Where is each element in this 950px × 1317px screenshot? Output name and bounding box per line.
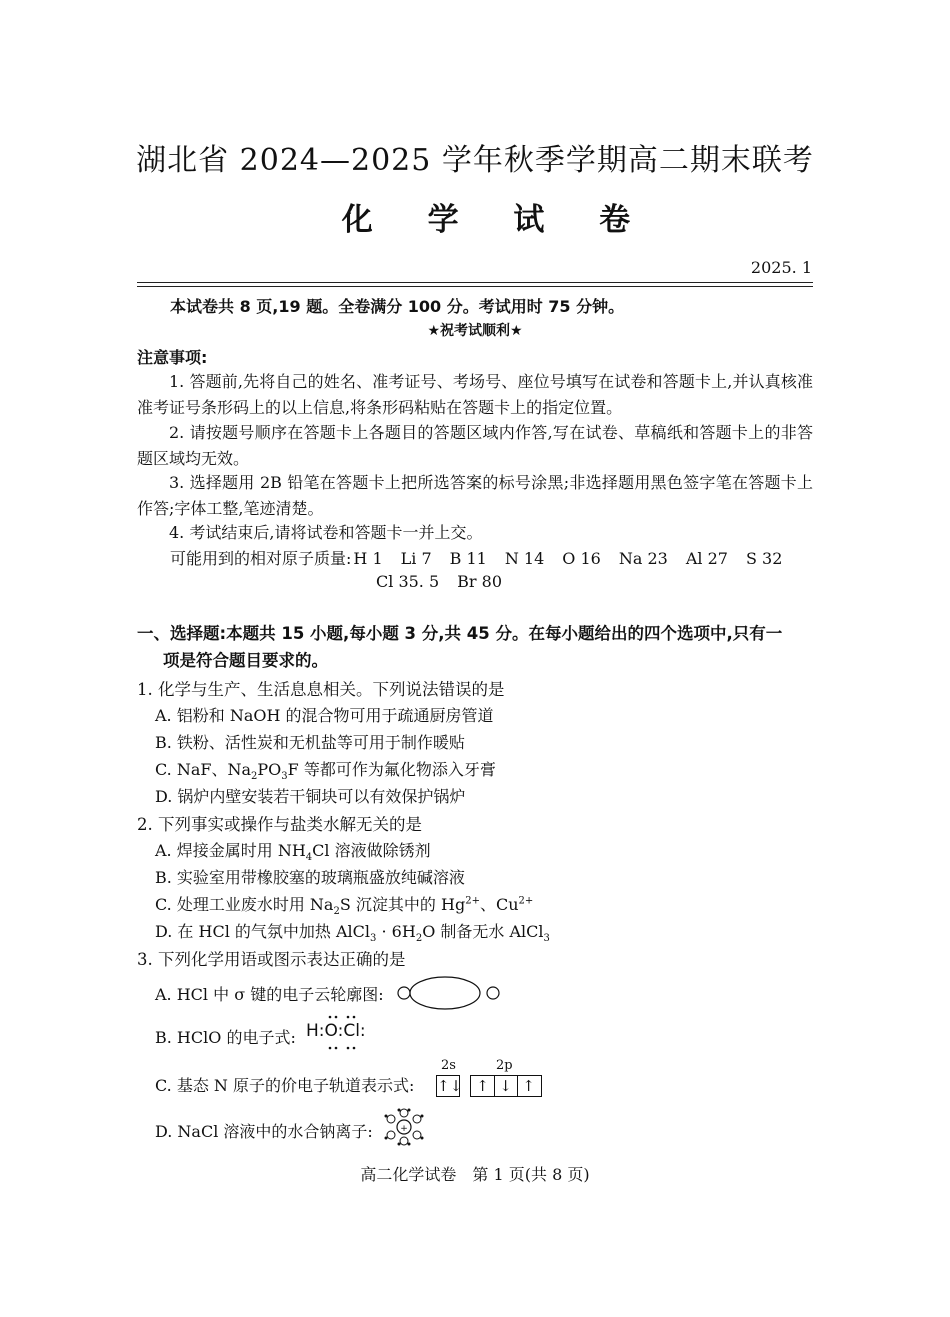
q3-option-b: B. HClO 的电子式: [155,1028,296,1047]
q1-stem: 1. 化学与生产、生活息息相关。下列说法错误的是 [137,680,505,699]
q1-option-d: D. 锅炉内壁安装若干铜块可以有效保护锅炉 [155,787,466,806]
sigma-bond-electron-cloud-icon [395,975,505,1011]
notice-4: 4. 考试结束后,请将试卷和答题卡一并上交。 [169,523,483,542]
subject-title: 化 学 试 卷 [341,202,653,238]
q2-option-c: C. 处理工业废水时用 $Na_2S$ 沉淀其中的 $Hg^{2+}$、$Cu^{2+}$ [155,895,534,918]
hclo-electron-formula: H:O:Cl: [306,1021,366,1041]
q1-option-a: A. 铝粉和 NaOH 的混合物可用于疏通厨房管道 [155,706,494,725]
header-rule-thick [137,282,813,283]
q1-option-b: B. 铁粉、活性炭和无机盐等可用于制作暖贴 [155,733,465,752]
notice-3: 3. 选择题用 2B 铅笔在答题卡上把所选答案的标号涂黑;非选择题用黑色签字笔在答题卡上作答;字体工整,笔迹清楚。 [137,473,813,518]
orbital-box-2s: ↑↓ [437,1077,463,1095]
lone-pair-dots-icon [318,1012,368,1054]
exam-summary: 本试卷共 8 页,19 题。全卷满分 100 分。考试用时 75 分钟。 [170,297,625,316]
svg-text:+: + [400,1124,408,1134]
q3-option-a: A. HCl 中 σ 键的电子云轮廓图: [155,985,384,1004]
q3-option-c: C. 基态 N 原子的价电子轨道表示式: [155,1076,415,1095]
exam-date: 2025. 1 [750,258,812,277]
atomic-mass-line-2: Cl 35. 5 Br 80 [376,572,503,591]
orbital-label-2p: 2p [496,1058,513,1073]
atomic-mass-line-1: 可能用到的相对原子质量: H 1 Li 7 B 11 N 14 O 16 Na 23 Al 27 S 32 [170,546,800,569]
q2-option-a: A. 焊接金属时用 $NH_4Cl$ 溶液做除锈剂 [155,841,431,864]
orbital-label-2s: 2s [441,1058,456,1073]
header-rule-thin [137,286,813,287]
page-footer: 高二化学试卷 第 1 页(共 8 页) [360,1165,590,1184]
q2-option-d: D. 在 HCl 的气氛中加热 AlCl$_3$ · $6H_2O$ 制备无水 AlCl$_3$ [155,922,550,945]
q3-stem: 3. 下列化学用语或图示表达正确的是 [137,950,406,969]
q1-option-c: C. NaF、$Na_2PO_3F$ 等都可作为氟化物添入牙膏 [155,760,496,783]
notice-1: 1. 答题前,先将自己的姓名、准考证号、考场号、座位号填写在试卷和答题卡上,并认真核准准考证号条形码上的以上信息,将条形码粘贴在答题卡上的指定位置。 [137,372,813,417]
q2-stem: 2. 下列事实或操作与盐类水解无关的是 [137,815,422,834]
section-1-heading: 一、选择题:本题共 15 小题,每小题 3 分,共 45 分。在每小题给出的四个选项中,只有一 项是符合题目要求的。 [137,624,783,670]
atomic-mass-label: 可能用到的相对原子质量: [170,549,352,568]
notice-heading: 注意事项: [137,348,208,367]
q2-option-b: B. 实验室用带橡胶塞的玻璃瓶盛放纯碱溶液 [155,868,465,887]
hydrated-sodium-ion-icon [380,1107,428,1147]
orbital-box-2p: ↑ ↓ ↑ [470,1075,542,1097]
blessing: ★祝考试顺利★ [427,323,523,339]
notice-2: 2. 请按题号顺序在答题卡上各题目的答题区域内作答,写在试卷、草稿纸和答题卡上的非答题区域均无效。 [137,423,813,468]
exam-title: 湖北省 2024—2025 学年秋季学期高二期末联考 [136,143,814,178]
q3-option-d: D. NaCl 溶液中的水合钠离子: [155,1122,373,1141]
